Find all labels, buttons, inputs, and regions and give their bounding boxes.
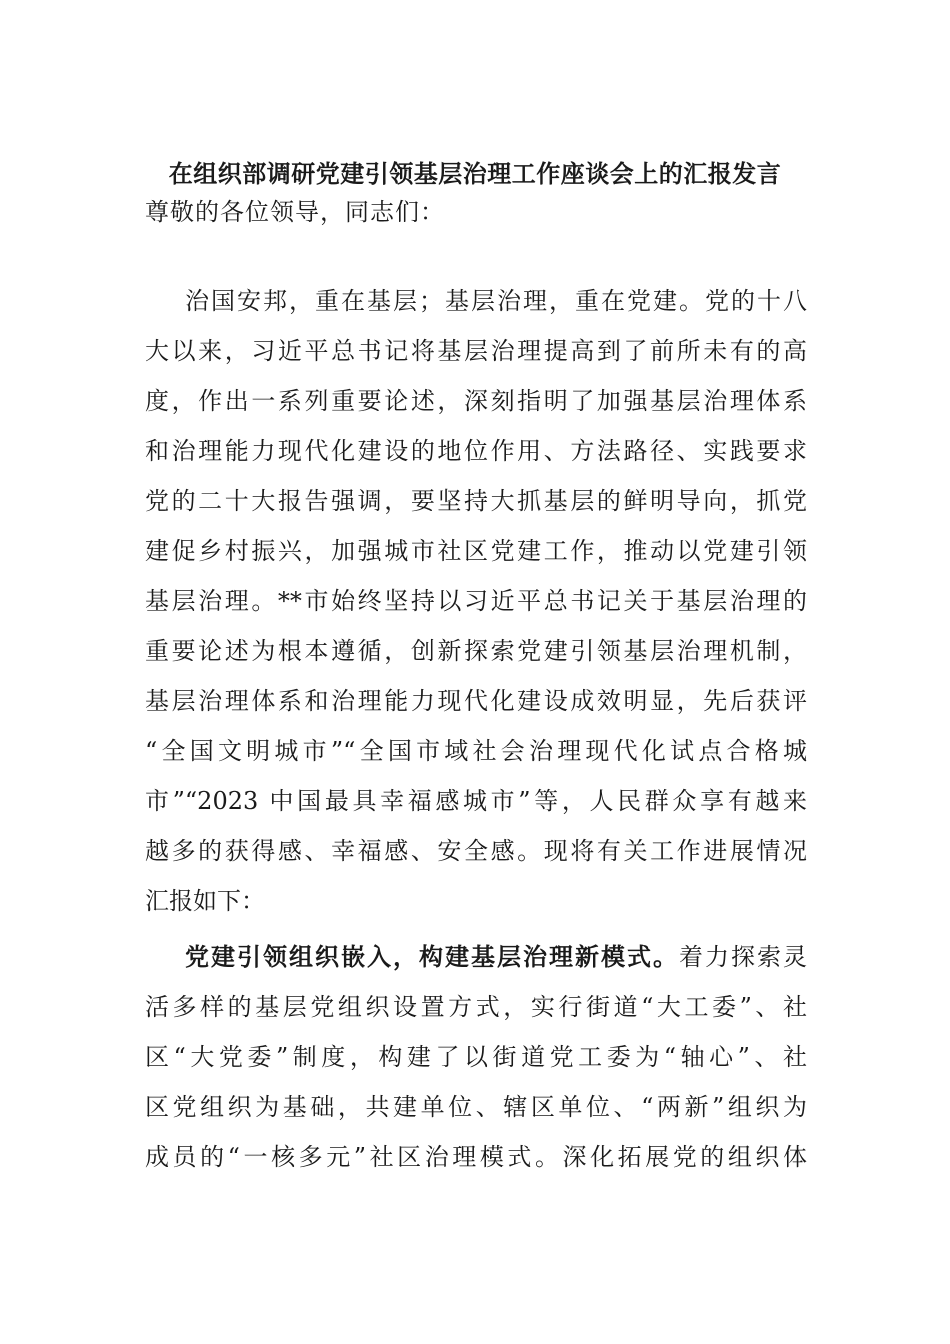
paragraph-line: 度，作出一系列重要论述，深刻指明了加强基层治理体系 [145,387,807,415]
paragraph-line: 党的二十大报告强调，要坚持大抓基层的鲜明导向，抓党 [145,487,807,515]
paragraph-line: 活多样的基层党组织设置方式，实行街道“大工委”、社 [145,993,807,1021]
paragraph-line: 成员的“一核多元”社区治理模式。深化拓展党的组织体 [145,1143,807,1171]
paragraph-line: 大以来，习近平总书记将基层治理提高到了前所未有的高 [145,337,807,365]
paragraph-line: 建促乡村振兴，加强城市社区党建工作，推动以党建引领 [145,537,807,565]
paragraph-line: “全国文明城市”“全国市域社会治理现代化试点合格城 [145,737,807,765]
salutation: 尊敬的各位领导，同志们： [145,198,445,226]
paragraph-line: 基层治理。**市始终坚持以习近平总书记关于基层治理的 [145,587,807,615]
document-title: 在组织部调研党建引领基层治理工作座谈会上的汇报发言 [168,160,782,188]
paragraph-line: 市”“2023 中国最具幸福感城市”等，人民群众享有越来 [145,787,807,815]
paragraph-line: 重要论述为根本遵循，创新探索党建引领基层治理机制， [145,637,807,665]
paragraph-line-rest: 着力探索灵 [679,943,807,971]
paragraph-line: 区党组织为基础，共建单位、辖区单位、“两新”组织为 [145,1093,807,1121]
paragraph-first-line [145,942,807,992]
paragraph-line: 治国安邦，重在基层；基层治理，重在党建。党的十八 [185,287,807,315]
paragraph-line: 越多的获得感、幸福感、安全感。现将有关工作进展情况 [145,837,807,865]
paragraph-intro [145,286,807,936]
paragraph-line: 基层治理体系和治理能力现代化建设成效明显，先后获评 [145,687,807,715]
paragraph-line: 汇报如下： [145,887,265,915]
paragraph-line: 和治理能力现代化建设的地位作用、方法路径、实践要求 [145,437,807,465]
paragraph-section-1 [145,942,807,1192]
section-heading: 党建引领组织嵌入，构建基层治理新模式。 [185,943,679,971]
paragraph-line: 区“大党委”制度，构建了以街道党工委为“轴心”、社 [145,1043,807,1071]
